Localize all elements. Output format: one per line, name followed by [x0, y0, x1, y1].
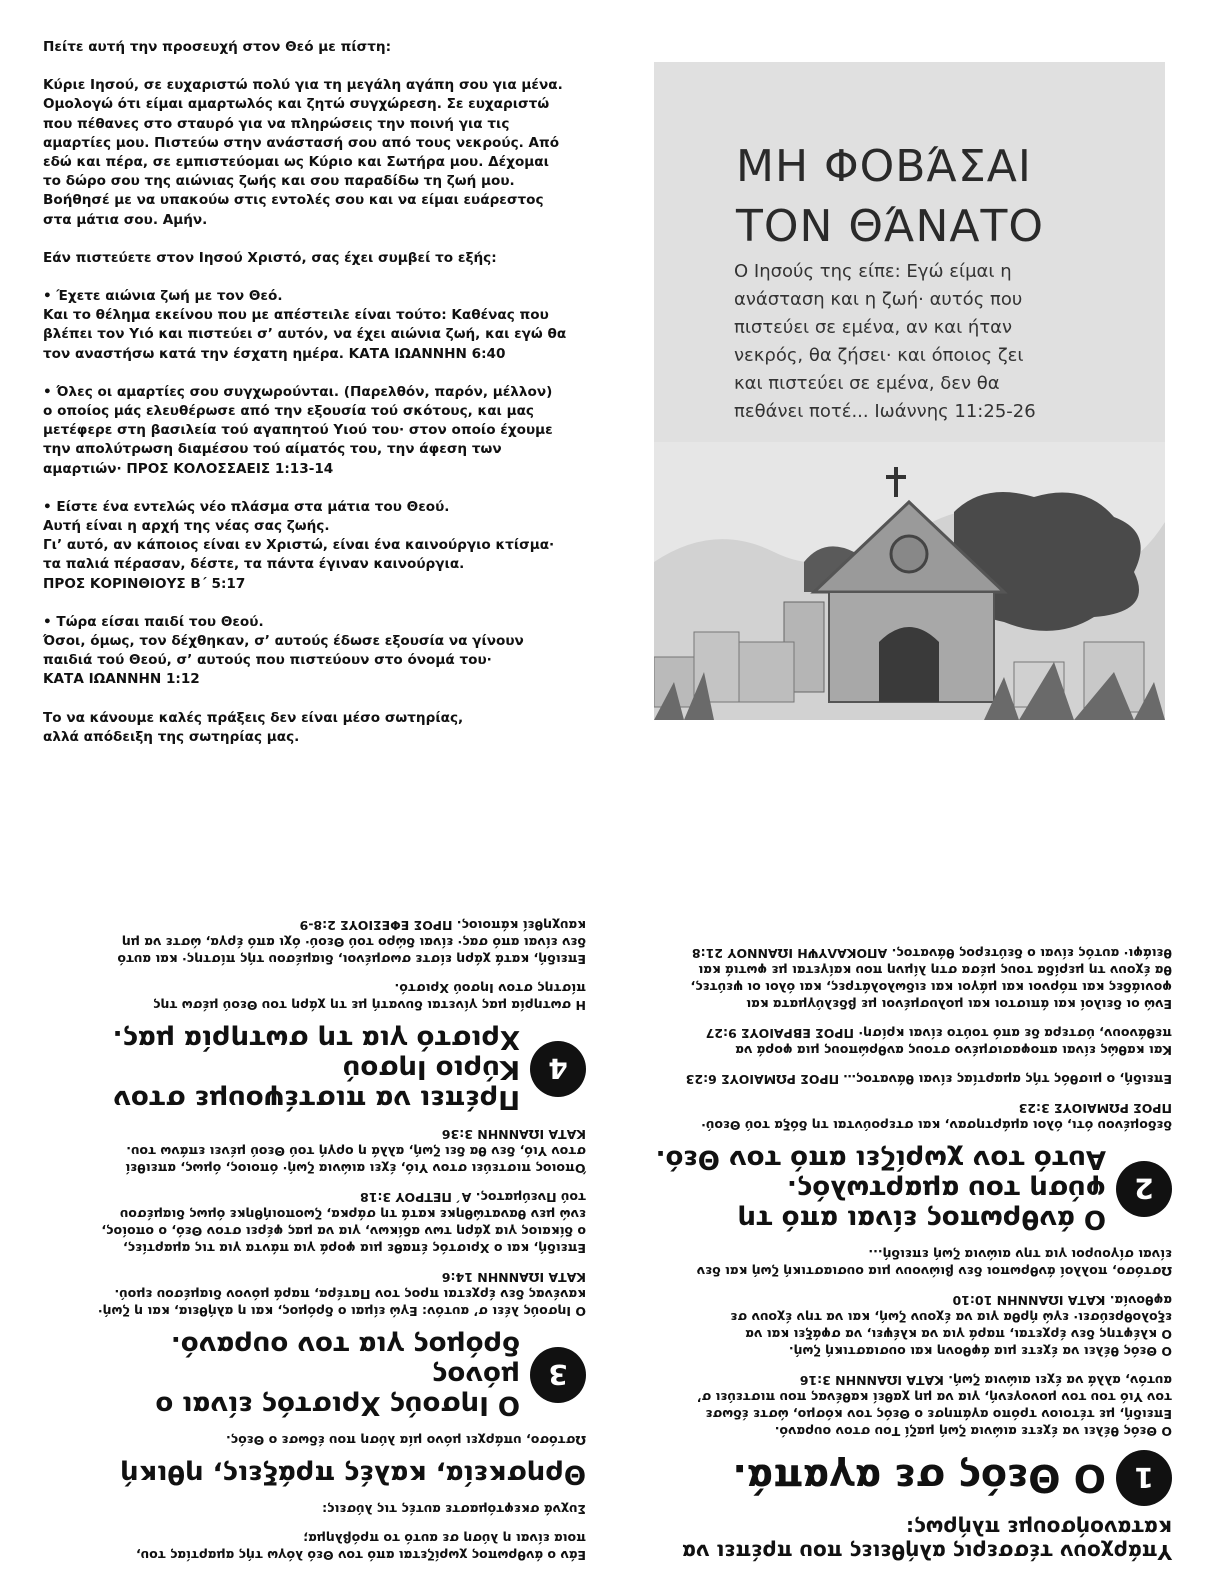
body-line: καυχηθεί κάποιος. ΠΡΟΣ ΕΦΕΣΙΟΥΣ 2:8-9 — [299, 918, 586, 933]
body-line: εξολοθρεύσει· εγώ ήρθα για να έχουν ζωή, και να την έχουν σε — [730, 1310, 1172, 1325]
section-3-text-3 — [66, 1126, 586, 1177]
cover-title-line: ΜΗ ΦΟΒΆΣΑΙ — [736, 141, 1032, 192]
section-2-heading — [652, 1144, 1172, 1234]
point-line: την απολύτρωση διαμέσου τού αίματός του, την άφεση των — [43, 441, 502, 458]
section-2-text-2 — [652, 1071, 1172, 1088]
verse-line: πεθάνει ποτέ... Ιωάννης 11:25-26 — [734, 401, 1036, 422]
prayer-column — [43, 38, 583, 766]
verse-line: πιστεύει σε εμένα, αν και ήταν — [734, 317, 1013, 338]
body-line: δεν είναι από σας· είναι δώρο τού Θεού· όχι από έργα, ώστε να μη — [121, 935, 586, 950]
cover-verse — [734, 258, 1114, 426]
number-badge: 4 — [530, 1041, 586, 1097]
section-3-text-2 — [66, 1189, 586, 1257]
verse-line: Ο Ιησούς της είπε: Εγώ είμαι η — [734, 261, 1012, 282]
body-line: ενώ μεν θανατώθηκε κατά τη σάρκα, ζωοποιήθηκε όμως διαμέσου — [119, 1207, 586, 1222]
body-line: δεδομένου ότι, όλοι αμάρτησαν, και στερούνται τη δόξα τού Θεού· — [701, 1118, 1172, 1133]
body-line: τού Πνεύματος. Α΄ ΠΕΤΡΟΥ 3:18 — [360, 1190, 586, 1205]
body-line: ΚΑΤΑ ΙΩΑΝΝΗΝ 3:36 — [441, 1127, 586, 1142]
body-line: θα έχουν τη μερίδα τους μέσα στη λίμνη που καίγεται με φωτιά και — [698, 963, 1172, 978]
cover-title — [736, 137, 1044, 257]
title-line: Ο Ιησούς Χριστός είναι ο μόνος — [155, 1360, 520, 1420]
body-line: πεθάνουν, ύστερα δε από τούτο είναι κρίση· ΠΡΟΣ ΕΒΡΑΙΟΥΣ 9:27 — [705, 1026, 1172, 1041]
number-badge: 2 — [1116, 1161, 1172, 1217]
body-line: Επειδή, και ο Χριστός έπαθε μια φορά για πάντα για τις αμαρτίες, — [122, 1241, 586, 1256]
truths-column-right — [652, 933, 1172, 1564]
prayer-line: το δώρο σου της αιώνιας ζωής και σου παραδίδω τη ζωή μου. — [43, 173, 515, 190]
body-line: Και καθώς είναι αποφασισμένο στους ανθρώπους μια φορά να — [735, 1043, 1172, 1058]
section-1-text-2 — [652, 1292, 1172, 1360]
believe-point-3 — [43, 498, 583, 594]
number-badge: 1 — [1116, 1450, 1172, 1506]
body-line: Επειδή, κατά χάρη είστε σωσμένοι, διαμέσου τής πίστης· και αυτό — [117, 952, 586, 967]
point-line: ΚΑΤΑ ΙΩΑΝΝΗΝ 1:12 — [43, 671, 200, 688]
body-line: πίστης στον Ιησού Χριστό. — [394, 981, 586, 996]
point-line: ο οποίος μάς ελευθέρωσε από την εξουσία τού σκότους, και μας — [43, 403, 534, 420]
body-line: Ο Θεός θέλει να έχετε μια άφθονη και ουσιαστική ζωή. — [788, 1344, 1172, 1359]
section-2-text-3 — [652, 1025, 1172, 1059]
body-line: Ωστόσο, πολλοί άνθρωποι δεν βιώνουν μια ουσιαστική ζωή και δεν — [696, 1264, 1172, 1279]
truths-column-left — [66, 905, 586, 1564]
body-line: τον Υιό του τον μονογενή, για να μη χαθεί καθένας που πιστεύει σ’ — [696, 1390, 1172, 1405]
point-line: μετέφερε στη βασιλεία τού αγαπητού Υιού του· στον οποίο έχουμε — [43, 422, 553, 439]
intro-line: Υπάρχουν τέσσερις αλήθειες που πρέπει να — [682, 1540, 1172, 1564]
point-line: Και το θέλημα εκείνου που με απέστειλε είναι τούτο: Καθένας που — [43, 307, 549, 324]
section-4-heading — [66, 1024, 586, 1114]
body-line: Ο Θεός θέλει να έχετε αιώνια ζωή μαζί Του στον ουρανό. — [774, 1424, 1172, 1439]
point-line: • Όλες οι αμαρτίες σου συγχωρούνται. (Παρελθόν, παρόν, μέλλον) — [43, 383, 553, 400]
prayer-line: Κύριε Ιησού, σε ευχαριστώ πολύ για τη μεγάλη αγάπη σου για μένα. — [43, 77, 563, 94]
body-line: Ο κλέφτης δεν έρχεται, παρά για να κλέψει, να σφάξει και να — [745, 1327, 1172, 1342]
body-line: ποια είναι η λύση σε αυτό το πρόβλημα; — [303, 1531, 586, 1546]
point-line: • Τώρα είσαι παιδί του Θεού. — [43, 613, 264, 630]
prayer-text — [43, 76, 583, 230]
point-line: παιδιά τού Θεού, σ’ αυτούς που πιστεύουν στο όνομά του· — [43, 652, 492, 669]
section-1-heading — [652, 1450, 1172, 1506]
verse-line: ανάσταση και η ζωή· αυτός που — [734, 289, 1023, 310]
point-line: βλέπει τον Υιό και πιστεύει σ’ αυτόν, να έχει αιώνια ζωή, και εγώ θα — [43, 326, 567, 343]
prayer-line: αμαρτίες μου. Πιστεύω στην ανάστασή σου από τους νεκρούς. Από — [43, 134, 560, 151]
believe-point-2 — [43, 383, 583, 479]
section-1-title: Ο Θεός σε αγαπά. — [732, 1456, 1106, 1500]
body-line: Όποιος πιστεύει στον Υιό, έχει αιώνια ζωή· όποιος, όμως, απειθεί — [125, 1161, 586, 1176]
point-line: αμαρτιών· ΠΡΟΣ ΚΟΛΟΣΣΑΕΙΣ 1:13-14 — [43, 460, 334, 477]
point-line: τον αναστήσω κατά την έσχατη ημέρα. ΚΑΤΑ ΙΩΑΝΝΗΝ 6:40 — [43, 345, 506, 362]
cover-panel — [654, 62, 1165, 720]
section-1-text — [652, 1372, 1172, 1440]
body-line: φονιάδες και πόρνοι και μάγοι και ειδωλολάτρες, και όλοι οι ψεύτες, — [690, 980, 1172, 995]
section-3-text — [66, 1269, 586, 1320]
verse-line: νεκρός, θα ζήσει· και όποιος ζει — [734, 345, 1024, 366]
believe-point-1 — [43, 287, 583, 364]
cover-title-line: ΤΟΝ ΘΆΝΑΤΟ — [736, 201, 1045, 252]
body-line: είναι σίγουροι για την αιώνια ζωή επειδή... — [868, 1247, 1172, 1262]
title-line: Χριστό για τη σωτηρία μας. — [112, 1024, 520, 1054]
section-4-title — [66, 1024, 520, 1114]
body-line: ΠΡΟΣ ΡΩΜΑΙΟΥΣ 3:23 — [1018, 1101, 1172, 1116]
body-line: θειάφι· αυτός είναι ο δεύτερος θάνατος. ΑΠΟΚΑΛΥΨΗ ΙΩΑΝΝΟΥ 21:8 — [691, 946, 1172, 961]
body-line: ΚΑΤΑ ΙΩΑΝΝΗΝ 14:6 — [441, 1270, 586, 1285]
body-line: ο δίκαιος για χάρη των αδίκων, για να μας φέρει στον Θεό, ο οποίος, — [101, 1224, 586, 1239]
prayer-line: Ομολογώ ότι είμαι αμαρτωλός και ζητώ συγχώρεση. Σε ευχαριστώ — [43, 96, 550, 113]
prayer-line: στα μάτια σου. Αμήν. — [43, 211, 208, 228]
section-4-text — [66, 980, 586, 1014]
solution-heading: Θρησκεία, καλές πράξεις, ηθική — [120, 1459, 586, 1489]
section-3-heading — [66, 1330, 586, 1420]
number-badge: 3 — [530, 1347, 586, 1403]
believe-intro: Εάν πιστεύετε στον Ιησού Χριστό, σας έχει συμβεί το εξής: — [43, 249, 497, 266]
body-line: αφθονία. ΚΑΤΑ ΙΩΑΝΝΗΝ 10:10 — [952, 1293, 1172, 1308]
chapel-cemetery-image — [654, 442, 1165, 720]
point-line: Αυτή είναι η αρχή της νέας σας ζωής. — [43, 518, 330, 535]
closing-line: Το να κάνουμε καλές πράξεις δεν είναι μέσο σωτηρίας, — [43, 709, 464, 726]
body-line: Συχνά σκεφτόμαστε αυτές τις λύσεις: — [322, 1502, 586, 1517]
solution-question — [66, 1530, 586, 1564]
body-line: Επειδή, με τέτοιον τρόπο αγάπησε ο Θεός τον κόσμο, ώστε έδωσε — [705, 1407, 1172, 1422]
believe-point-4 — [43, 613, 583, 690]
body-line: Ενώ οι δειλοί και άπιστοι και μολυσμένοι με βδελύγματα και — [746, 997, 1172, 1012]
title-line: Ο άνθρωπος είναι από τη φύση του αμαρτωλός. — [737, 1174, 1106, 1234]
solution-answer — [66, 1432, 586, 1449]
body-line: στον Υιό, δεν θα δει ζωή, αλλά η οργή τού Θεού μένει επάνω του. — [126, 1144, 586, 1159]
section-1-text-3 — [652, 1246, 1172, 1280]
body-line: Επειδή, ο μισθός τής αμαρτίας είναι θάνατος… ΠΡΟΣ ΡΩΜΑΙΟΥΣ 6:23 — [685, 1072, 1172, 1087]
body-line: Εάν ο άνθρωπος χωρίζεται από τον Θεό λόγω τής αμαρτίας του, — [135, 1548, 586, 1563]
prayer-line: εδώ και πέρα, σε εμπιστεύομαι ως Κύριο και Σωτήρα μου. Δέχομαι — [43, 154, 549, 171]
point-line: ΠΡΟΣ ΚΟΡΙΝΘΙΟΥΣ Β΄ 5:17 — [43, 575, 246, 592]
point-line: • Έχετε αιώνια ζωή με τον Θεό. — [43, 288, 283, 305]
title-line: δρόμος για τον ουρανό. — [170, 1330, 520, 1360]
point-line: Γι’ αυτό, αν κάποιος είναι εν Χριστώ, είναι ένα καινούργιο κτίσμα· — [43, 537, 555, 554]
body-line: αυτόν, αλλά να έχει αιώνια ζωή. ΚΑΤΑ ΙΩΑΝΝΗΝ 3:16 — [799, 1373, 1172, 1388]
body-line: κανένας δεν έρχεται προς τον Πατέρα, παρά μόνον διαμέσου εμού. — [114, 1287, 586, 1302]
truths-intro — [652, 1516, 1172, 1564]
section-2-text — [652, 1100, 1172, 1134]
prayer-line: Βοήθησέ με να υπακούω στις εντολές σου και να είμαι ευάρεστος — [43, 192, 544, 209]
section-4-text-2 — [66, 917, 586, 968]
solution-common — [66, 1501, 586, 1518]
intro-line: κατανοήσουμε πλήρως: — [906, 1516, 1172, 1540]
body-line: Ο Ιησούς λέει σ’ αυτόν: Εγώ είμαι ο δρόμος, και η αλήθεια, και η ζωή· — [97, 1304, 586, 1319]
title-line: Πρέπει να πιστέψουμε στον Κύριο Ιησού — [113, 1054, 520, 1114]
prayer-line: που πέθανες στο σταυρό για να πληρώσεις την ποινή για τις — [43, 115, 510, 132]
believe-closing — [43, 709, 583, 747]
title-line: Αυτό τον χωρίζει από τον Θεό. — [655, 1144, 1106, 1174]
section-2-title — [652, 1144, 1106, 1234]
point-line: τα παλιά πέρασαν, δέστε, τα πάντα έγιναν καινούργια. — [43, 556, 465, 573]
body-line: Η σωτηρία μας γίνεται δυνατή με τη χάρη του Θεού μέσω της — [153, 998, 586, 1013]
point-line: • Είστε ένα εντελώς νέο πλάσμα στα μάτια του Θεού. — [43, 498, 450, 515]
section-3-title — [66, 1330, 520, 1420]
body-line: Ωστόσο, υπάρχει μόνο μία λύση που έδωσε ο Θεός. — [225, 1433, 586, 1448]
verse-line: και πιστεύει σε εμένα, δεν θα — [734, 373, 1000, 394]
prayer-intro: Πείτε αυτή την προσευχή στον Θεό με πίστη: — [43, 39, 392, 55]
back-panels — [0, 792, 1224, 1584]
point-line: Όσοι, όμως, τον δέχθηκαν, σ’ αυτούς έδωσε εξουσία να γίνουν — [43, 633, 524, 650]
section-2-text-4 — [652, 945, 1172, 1013]
closing-line: αλλά απόδειξη της σωτηρίας μας. — [43, 728, 300, 745]
